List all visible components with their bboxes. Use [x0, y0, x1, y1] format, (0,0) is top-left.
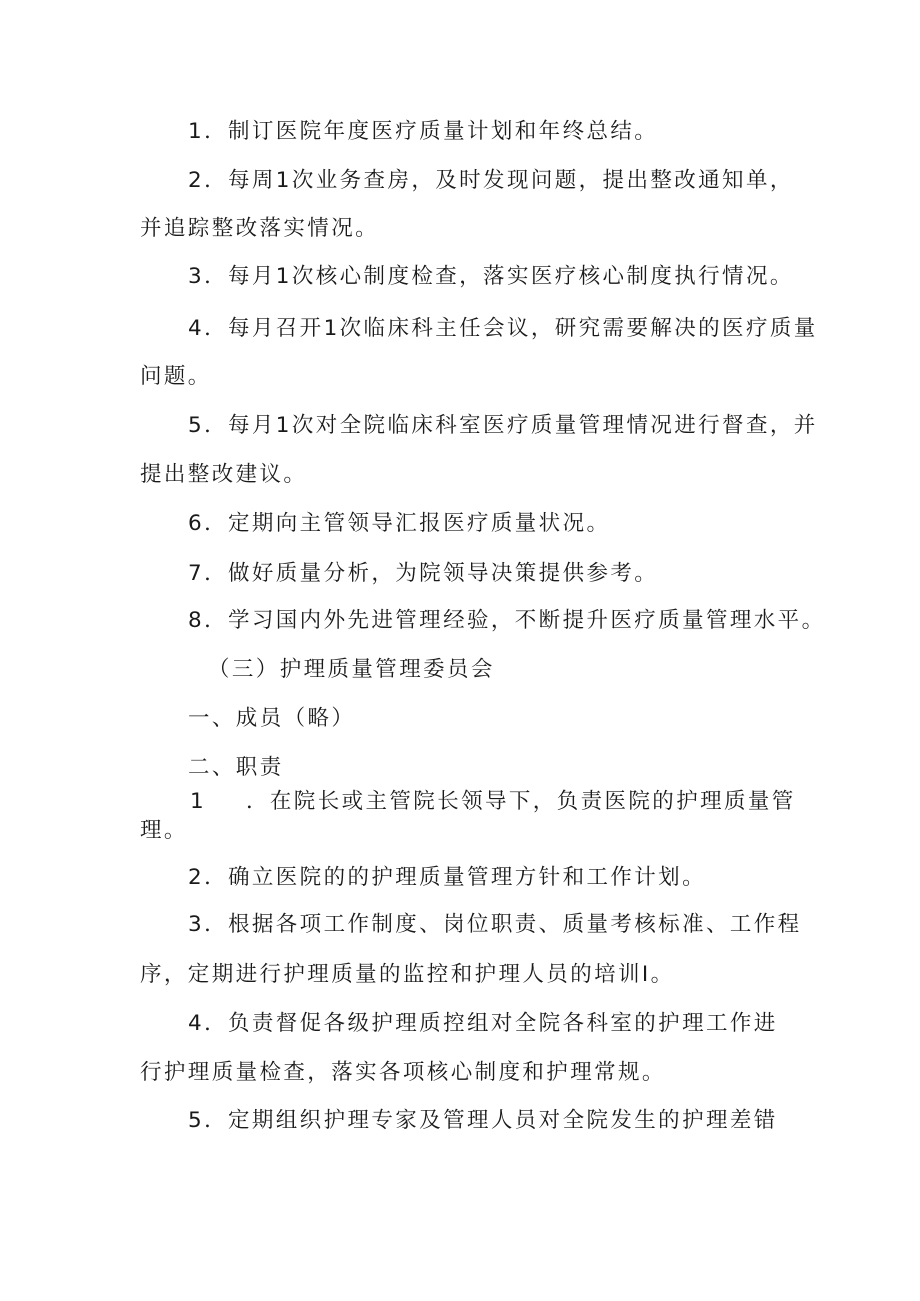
paragraph-line: 8．学习国内外先进管理经验，不断提升医疗质量管理水平。	[188, 608, 826, 633]
sub-heading-members: 一、成员（略）	[188, 706, 356, 731]
paragraph-line: 2．每周1次业务查房，及时发现问题，提出整改通知单，	[188, 168, 794, 193]
duty-line: 行护理质量检查，落实各项核心制度和护理常规。	[140, 1060, 666, 1085]
duty-line: 4．负责督促各级护理质控组对全院各科室的护理工作进	[188, 1011, 778, 1036]
duty-1-text: ．在院长或主管院长领导下，负责医院的护理质量管	[246, 789, 796, 814]
paragraph-line: 3．每月1次核心制度检查，落实医疗核心制度执行情况。	[188, 264, 794, 289]
paragraph-line: 7．做好质量分析，为院领导决策提供参考。	[188, 561, 659, 586]
paragraph-line: 提出整改建议。	[140, 462, 308, 487]
paragraph-line: 并追踪整改落实情况。	[140, 216, 380, 241]
duty-1-number: 1	[190, 789, 207, 814]
paragraph-line: 4．每月召开1次临床科主任会议，研究需要解决的医疗质量	[188, 316, 818, 341]
paragraph-line: 6．定期向主管领导汇报医疗质量状况。	[188, 511, 611, 536]
paragraph-line: 问题。	[140, 364, 212, 389]
duty-line: 3．根据各项工作制度、岗位职责、质量考核标准、工作程	[188, 912, 802, 937]
section-heading: （三）护理质量管理委员会	[208, 657, 495, 682]
duty-line: 2．确立医院的的护理质量管理方针和工作计划。	[188, 865, 706, 890]
paragraph-line: 5．每月1次对全院临床科室医疗质量管理情况进行督查，并	[188, 413, 818, 438]
duty-line: 序，定期进行护理质量的监控和护理人员的培训I。	[140, 962, 675, 987]
sub-heading-duties: 二、职责	[188, 755, 284, 780]
duty-line: 5．定期组织护理专家及管理人员对全院发生的护理差错	[188, 1108, 778, 1133]
duty-1-continuation: 理。	[140, 818, 188, 843]
paragraph-line: 1．制订医院年度医疗质量计划和年终总结。	[188, 119, 659, 144]
